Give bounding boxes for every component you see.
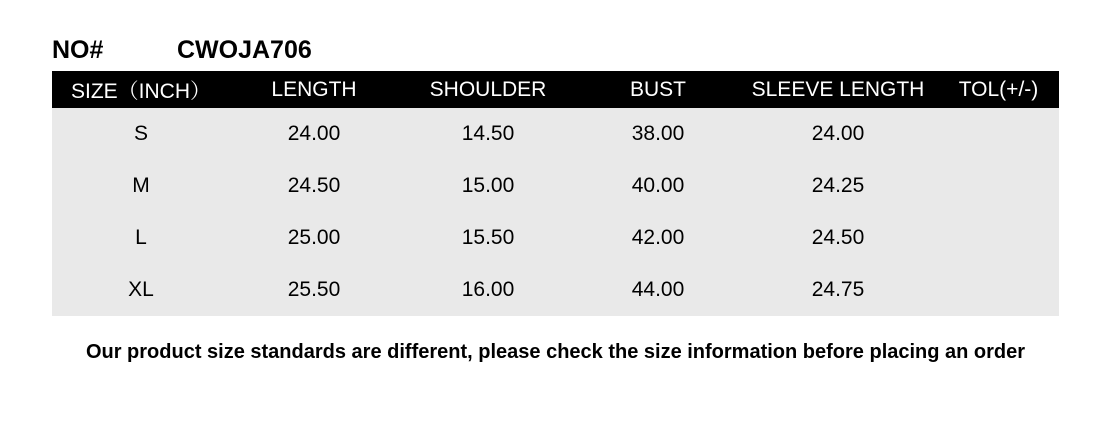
cell-size: XL <box>52 264 230 316</box>
size-table <box>52 71 1059 316</box>
product-number-label: NO# <box>52 36 104 64</box>
cell-length: 25.50 <box>230 264 398 316</box>
table-row <box>52 264 1059 316</box>
size-table-header <box>52 71 1059 108</box>
cell-sleeve-length: 24.50 <box>738 212 938 264</box>
cell-bust: 40.00 <box>578 160 738 212</box>
cell-bust: 38.00 <box>578 108 738 160</box>
cell-size: L <box>52 212 230 264</box>
cell-shoulder: 15.00 <box>398 160 578 212</box>
cell-bust: 42.00 <box>578 212 738 264</box>
cell-shoulder: 16.00 <box>398 264 578 316</box>
cell-sleeve-length: 24.00 <box>738 108 938 160</box>
column-header-length: LENGTH <box>230 71 398 108</box>
cell-tolerance <box>938 264 1059 316</box>
table-row <box>52 212 1059 264</box>
cell-length: 25.00 <box>230 212 398 264</box>
cell-tolerance <box>938 108 1059 160</box>
cell-sleeve-length: 24.25 <box>738 160 938 212</box>
cell-size: M <box>52 160 230 212</box>
cell-tolerance <box>938 160 1059 212</box>
column-header-size: SIZE（INCH） <box>52 71 230 108</box>
table-row <box>52 108 1059 160</box>
product-number-value: CWOJA706 <box>177 36 312 64</box>
cell-tolerance <box>938 212 1059 264</box>
product-number-row <box>52 0 1059 71</box>
column-header-bust: BUST <box>578 71 738 108</box>
cell-bust: 44.00 <box>578 264 738 316</box>
size-table-body <box>52 108 1059 316</box>
column-header-tolerance: TOL(+/-) <box>938 71 1059 108</box>
cell-size: S <box>52 108 230 160</box>
cell-length: 24.50 <box>230 160 398 212</box>
cell-shoulder: 14.50 <box>398 108 578 160</box>
column-header-shoulder: SHOULDER <box>398 71 578 108</box>
table-row <box>52 160 1059 212</box>
cell-shoulder: 15.50 <box>398 212 578 264</box>
cell-sleeve-length: 24.75 <box>738 264 938 316</box>
table-header-row <box>52 71 1059 108</box>
cell-length: 24.00 <box>230 108 398 160</box>
column-header-sleeve-length: SLEEVE LENGTH <box>738 71 938 108</box>
size-disclaimer-note: Our product size standards are different, please check the size information before placing an order <box>85 341 1026 363</box>
